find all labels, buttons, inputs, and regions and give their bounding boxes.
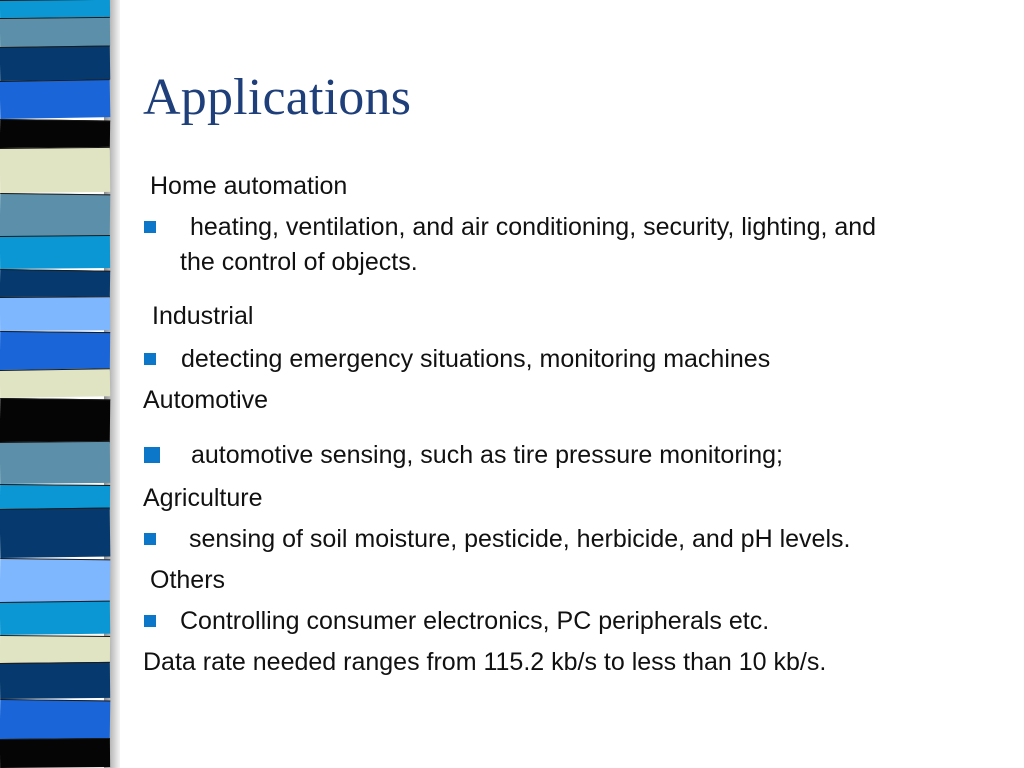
section-heading-automotive: Automotive xyxy=(143,386,269,414)
section-heading-industrial: Industrial xyxy=(152,302,254,330)
square-bullet-icon xyxy=(144,353,156,365)
home-automation-bullet-line-2: the control of objects. xyxy=(180,248,418,276)
section-heading-home-automation: Home automation xyxy=(150,172,348,200)
square-bullet-icon xyxy=(144,615,156,627)
automotive-bullet: automotive sensing, such as tire pressure monitoring; xyxy=(191,441,783,469)
section-heading-agriculture: Agriculture xyxy=(143,484,263,512)
square-bullet-icon xyxy=(144,533,156,545)
square-bullet-icon xyxy=(144,221,156,233)
section-heading-others: Others xyxy=(150,566,226,594)
home-automation-bullet-line-1: heating, ventilation, and air conditioning, security, lighting, and xyxy=(190,213,877,241)
agriculture-bullet: sensing of soil moisture, pesticide, herbicide, and pH levels. xyxy=(189,525,851,553)
industrial-bullet: detecting emergency situations, monitoring machines xyxy=(181,345,771,373)
slide-title: Applications xyxy=(143,69,412,126)
square-bullet-icon xyxy=(144,447,160,463)
data-rate-note: Data rate needed ranges from 115.2 kb/s to less than 10 kb/s. xyxy=(143,648,827,676)
others-bullet: Controlling consumer electronics, PC peripherals etc. xyxy=(180,607,770,635)
